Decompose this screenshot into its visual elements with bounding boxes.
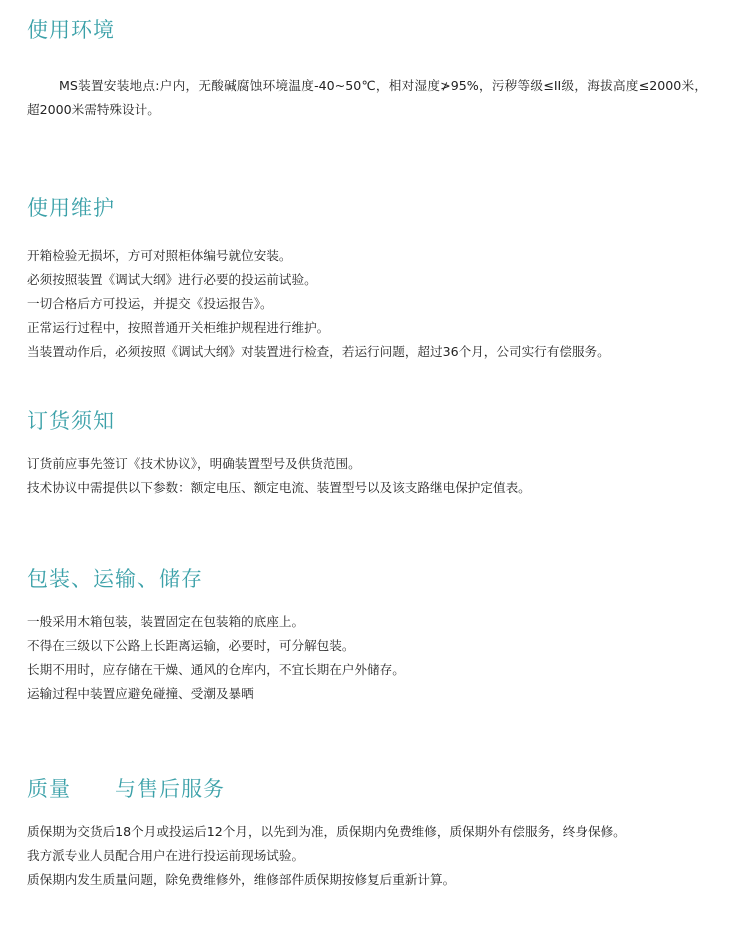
list-item: 运输过程中装置应避免碰撞、受潮及暴晒 <box>27 686 254 701</box>
section-title-quality-service <box>27 773 225 803</box>
section-title-ordering: 订货须知 <box>27 409 115 433</box>
list-item: 必须按照装置《调试大纲》进行必要的投运前试验。 <box>27 272 317 287</box>
list-item: 长期不用时，应存储在干燥、通风的仓库内，不宜长期在户外储存。 <box>27 662 405 677</box>
list-item: 一般采用木箱包装，装置固定在包装箱的底座上。 <box>27 614 305 629</box>
list-item: 质保期为交货后18个月或投运后12个月，以先到为准，质保期内免费维修，质保期外有偿服务，终身保修。 <box>27 824 626 839</box>
environment-paragraph: MS装置安装地点:户内，无酸碱腐蚀环境温度-40~50℃，相对湿度≯95%，污秽等级≤II级，海拔高度≤2000米，超2000米需特殊设计。 <box>27 78 707 117</box>
list-item: 开箱检验无损坏，方可对照柜体编号就位安装。 <box>27 248 292 263</box>
maintenance-list <box>27 244 727 364</box>
section-title-after-sales: 与售后服务 <box>115 777 225 801</box>
list-item: 我方派专业人员配合用户在进行投运前现场试验。 <box>27 848 305 863</box>
list-item: 订货前应事先签订《技术协议》，明确装置型号及供货范围。 <box>27 456 361 471</box>
list-item: 技术协议中需提供以下参数：额定电压、额定电流、装置型号以及该支路继电保护定值表。 <box>27 480 531 495</box>
list-item: 正常运行过程中，按照普通开关柜维护规程进行维护。 <box>27 320 330 335</box>
section-title-packaging: 包装、运输、储存 <box>27 567 203 591</box>
packaging-list <box>27 610 727 706</box>
ordering-list <box>27 452 727 500</box>
quality-service-list <box>27 820 727 892</box>
list-item: 一切合格后方可投运，并提交《投运报告》。 <box>27 296 273 311</box>
section-title-maintenance: 使用维护 <box>27 196 115 220</box>
section-title-environment: 使用环境 <box>27 18 115 42</box>
list-item: 不得在三级以下公路上长距离运输，必要时，可分解包装。 <box>27 638 355 653</box>
section-title-quality: 质量 <box>27 777 71 801</box>
list-item: 质保期内发生质量问题，除免费维修外，维修部件质保期按修复后重新计算。 <box>27 872 456 887</box>
list-item: 当装置动作后，必须按照《调试大纲》对装置进行检查，若运行问题，超过36个月，公司实行有偿服务。 <box>27 344 610 359</box>
